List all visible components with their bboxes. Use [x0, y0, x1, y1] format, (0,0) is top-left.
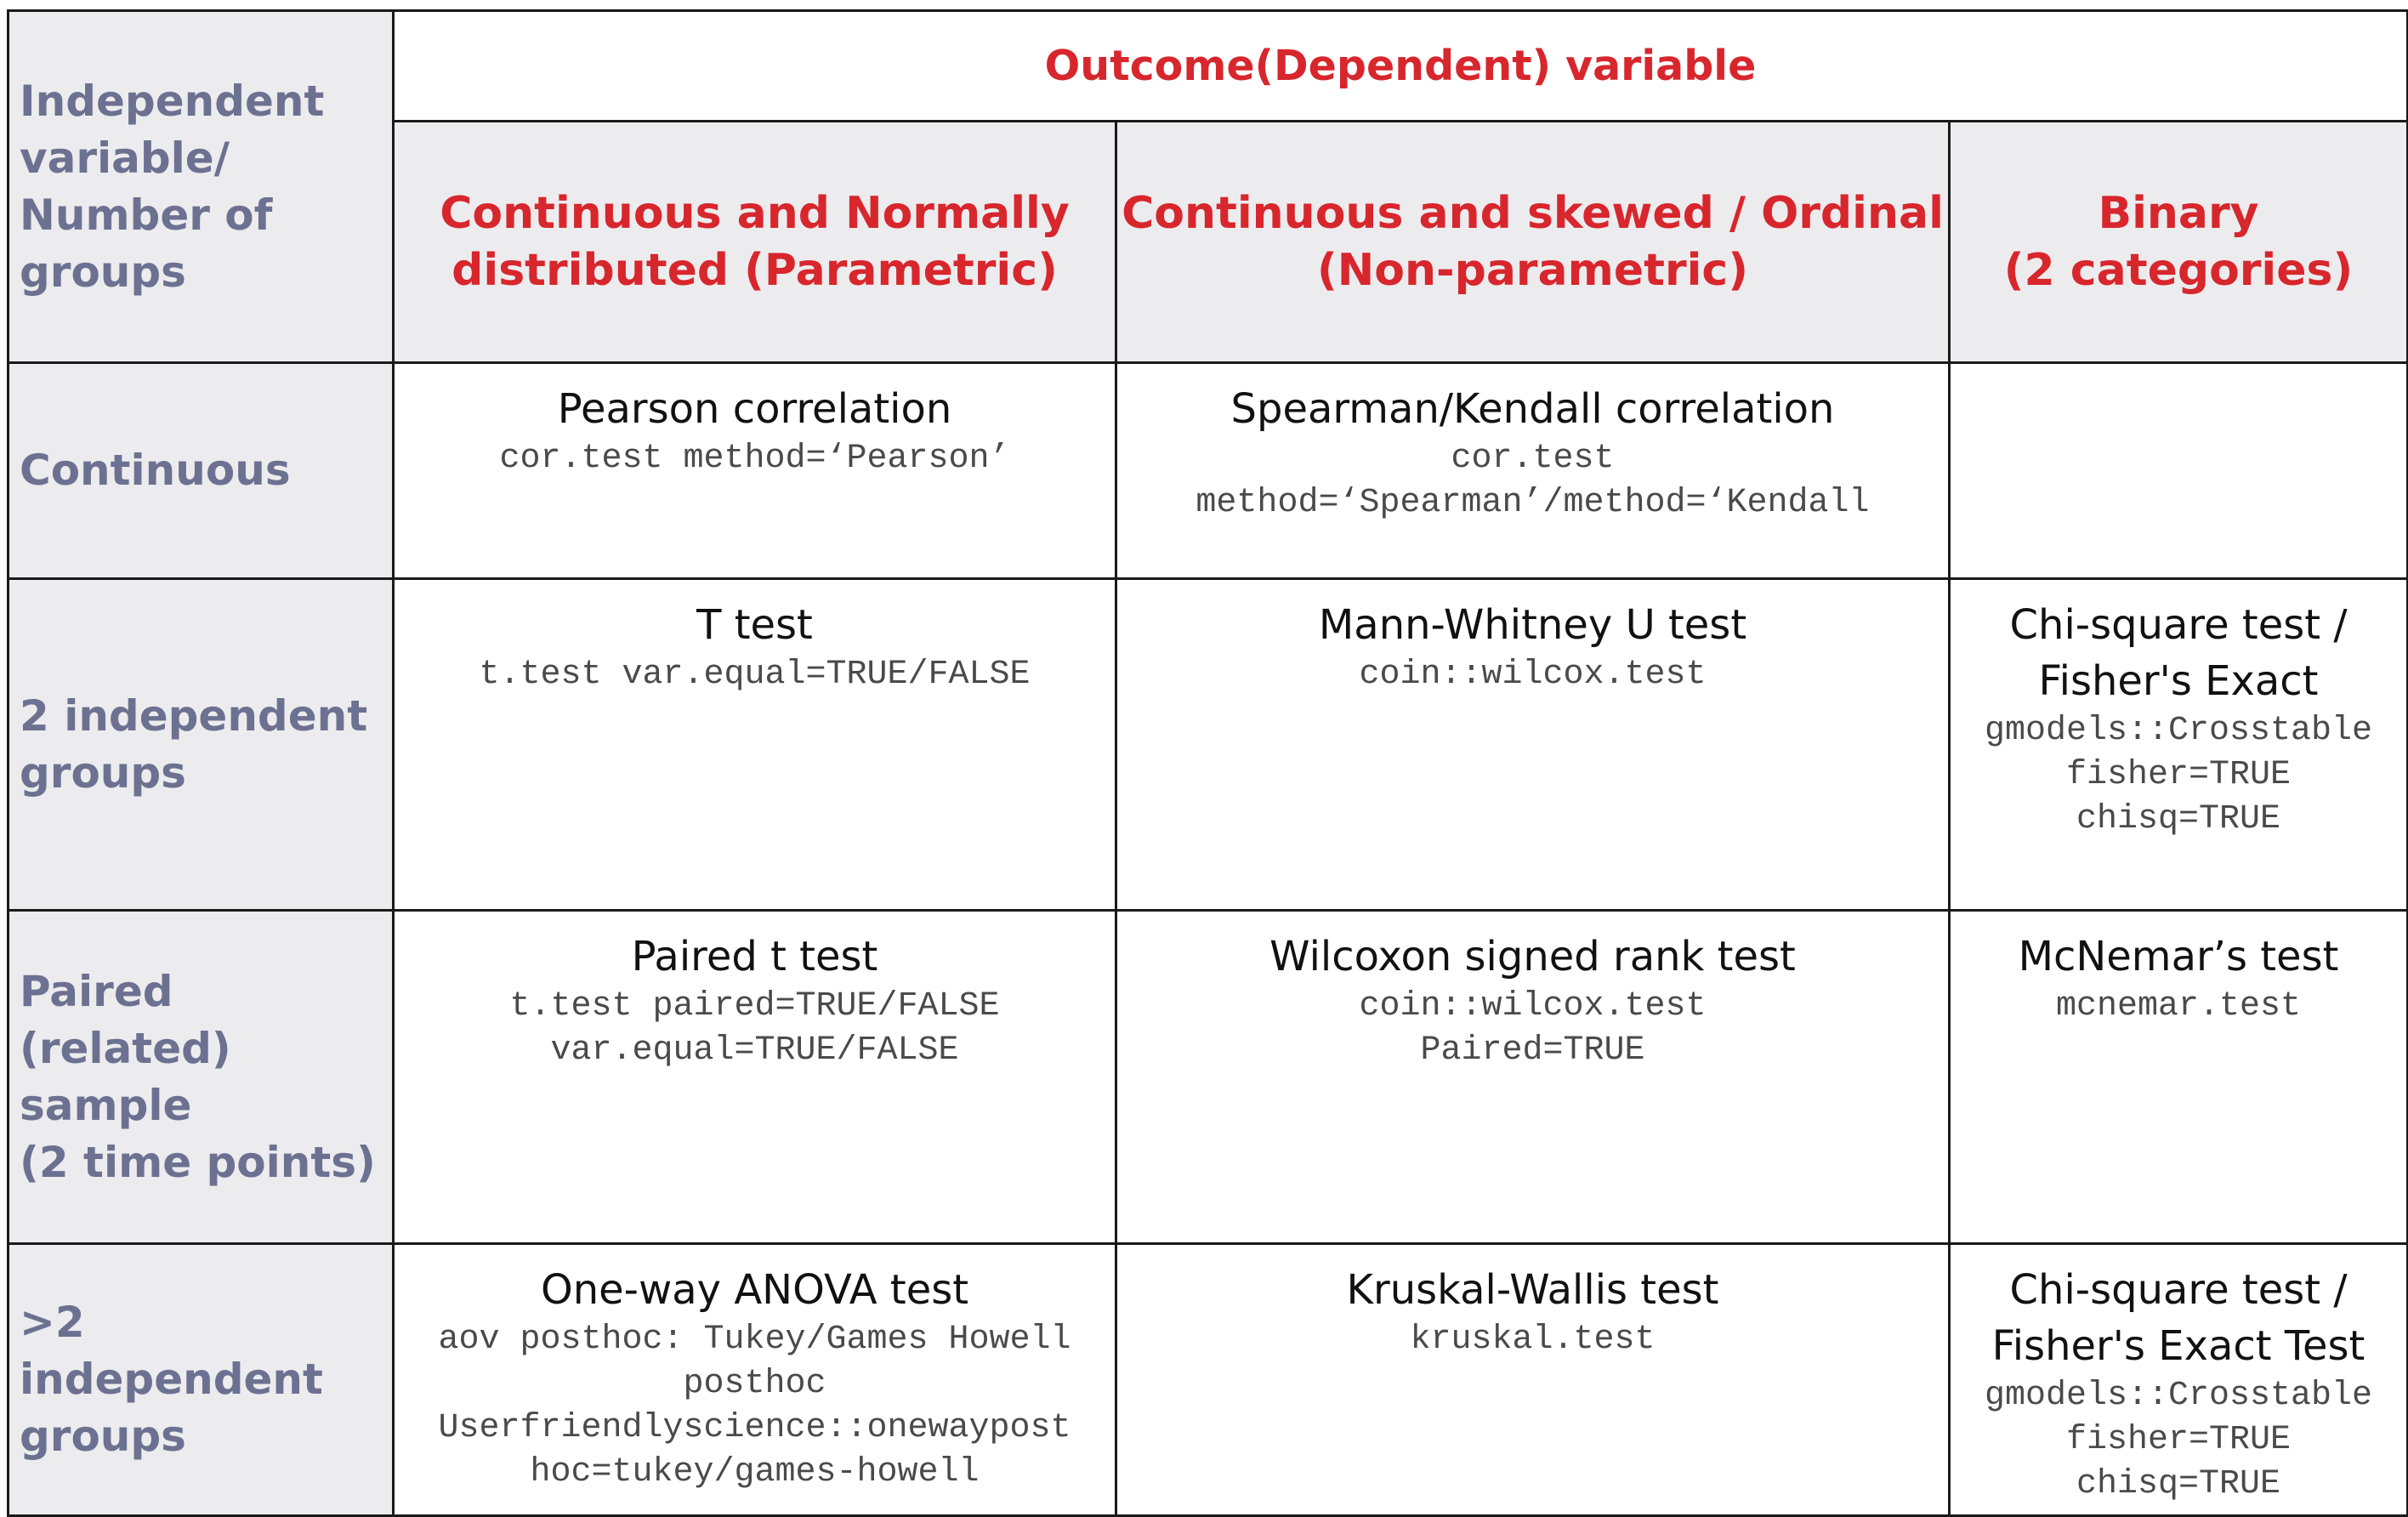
r-code: fisher=TRUE [2065, 1421, 2292, 1459]
test-cell [394, 911, 1116, 1244]
test-cell [1116, 1244, 1950, 1516]
r-code: kruskal.test [1410, 1321, 1656, 1359]
r-code: coin::wilcox.test [1359, 987, 1707, 1026]
corner-header-cell [9, 11, 394, 363]
row-label [20, 963, 392, 1191]
test-name: Spearman/Kendall correlation [1230, 385, 1835, 433]
r-code: chisq=TRUE [2076, 1465, 2281, 1503]
r-code: coin::wilcox.test [1359, 656, 1707, 694]
r-code: fisher=TRUE [2065, 756, 2292, 794]
row-label-line: Paired (related) [20, 966, 231, 1073]
r-code: hoc=tukey/games-howell [530, 1453, 980, 1491]
r-code: mcnemar.test [2055, 987, 2302, 1026]
row-label-cell [9, 1244, 394, 1516]
column-header-binary [1950, 122, 2408, 363]
r-code: t.test paired=TRUE/FALSE [509, 987, 1000, 1026]
column-header-line: Binary [2098, 187, 2259, 239]
r-code: Userfriendlyscience::onewaypost [438, 1409, 1071, 1447]
row-label-cell [9, 363, 394, 579]
test-cell [394, 579, 1116, 911]
column-header-parametric [394, 122, 1116, 363]
test-name: Wilcoxon signed rank test [1269, 933, 1796, 980]
table-row [9, 911, 2408, 1244]
row-label-cell [9, 911, 394, 1244]
r-code: t.test var.equal=TRUE/FALSE [479, 656, 1031, 694]
column-header-line: (Non-parametric) [1316, 244, 1749, 296]
column-header-line: Continuous and Normally [440, 187, 1070, 239]
outcome-header-cell [394, 11, 2408, 122]
r-code: var.equal=TRUE/FALSE [550, 1031, 959, 1070]
test-name: Fisher's Exact [2038, 657, 2319, 705]
test-name: Kruskal-Wallis test [1346, 1266, 1719, 1314]
r-code: cor.test [1451, 440, 1615, 478]
test-cell [1950, 911, 2408, 1244]
r-code: posthoc [683, 1365, 826, 1403]
r-code: aov posthoc: Tukey/Games Howell [438, 1321, 1071, 1359]
column-header-line: distributed (Parametric) [452, 244, 1058, 296]
outcome-header-row [9, 11, 2408, 122]
test-cell [1116, 911, 1950, 1244]
row-label: 2 independent groups [20, 690, 368, 798]
empty-cell [1950, 363, 2408, 579]
r-code: method=‘Spearman’/method=‘Kendall [1195, 484, 1870, 522]
test-name: Mann-Whitney U test [1318, 601, 1747, 649]
row-label-cell [9, 579, 394, 911]
row-label: Continuous [20, 446, 291, 495]
row-label-line: sample [20, 1080, 192, 1130]
test-name: Paired t test [631, 933, 878, 980]
table-row [9, 579, 2408, 911]
test-name: Fisher's Exact Test [1991, 1322, 2365, 1370]
r-code: cor.test method=‘Pearson’ [499, 440, 1010, 478]
column-header-line: (2 categories) [2003, 244, 2354, 296]
test-cell [1950, 1244, 2408, 1516]
row-label-line: (2 time points) [20, 1137, 376, 1187]
row-label: >2 independent groups [20, 1298, 323, 1461]
table-row [9, 1244, 2408, 1516]
test-cell [1116, 363, 1950, 579]
test-name: McNemar’s test [2018, 933, 2339, 980]
test-name: Chi-square test / [2009, 601, 2348, 649]
test-name: Chi-square test / [2009, 1266, 2348, 1314]
test-name: One-way ANOVA test [540, 1266, 969, 1314]
test-cell [394, 1244, 1116, 1516]
test-cell [1116, 579, 1950, 911]
outcome-header: Outcome(Dependent) variable [1044, 42, 1757, 90]
test-name: T test [696, 601, 813, 649]
test-cell [394, 363, 1116, 579]
column-header-line: Continuous and skewed / Ordinal [1122, 187, 1944, 239]
table-row [9, 363, 2408, 579]
test-cell [1950, 579, 2408, 911]
statistical-tests-table [7, 9, 2408, 1517]
r-code: gmodels::Crosstable [1984, 712, 2373, 750]
r-code: gmodels::Crosstable [1984, 1377, 2373, 1415]
corner-header: Independent variable/ Number of groups [20, 76, 325, 297]
r-code: Paired=TRUE [1420, 1031, 1645, 1070]
r-code: chisq=TRUE [2076, 800, 2281, 838]
column-header-nonparametric [1116, 122, 1950, 363]
test-name: Pearson correlation [557, 385, 952, 433]
